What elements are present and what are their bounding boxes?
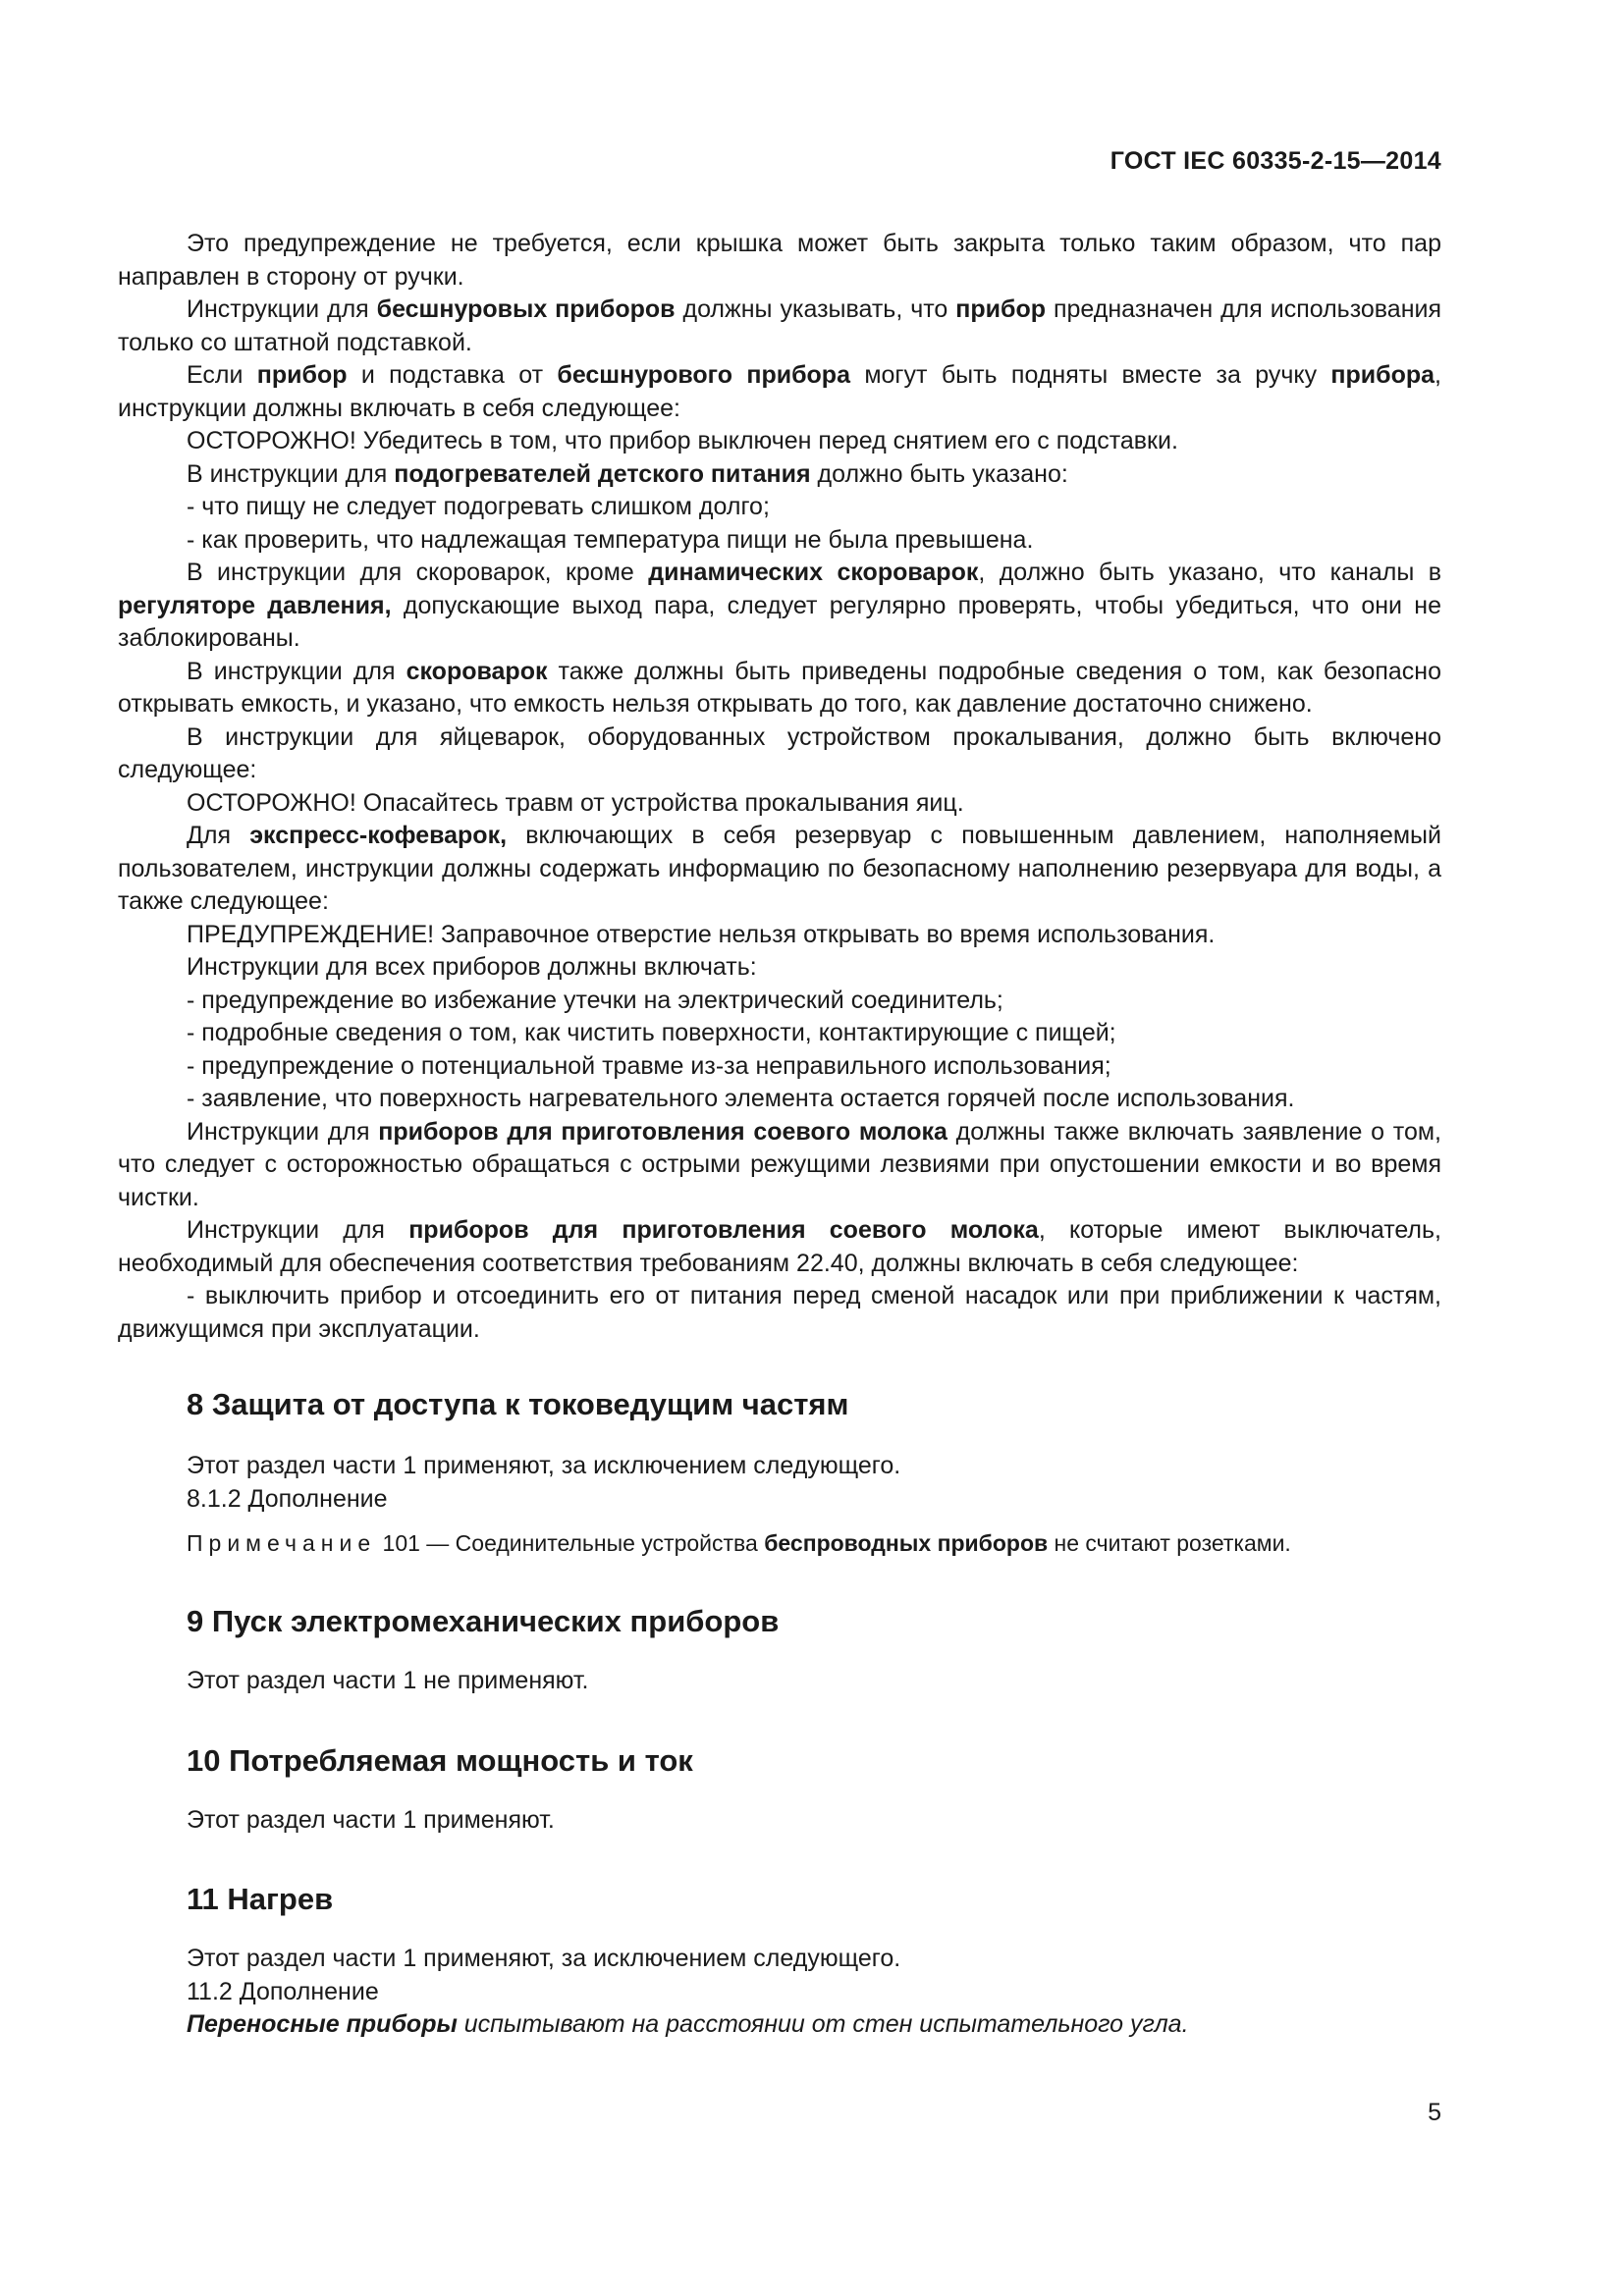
text: ПРЕДУПРЕЖДЕНИЕ! Заправочное отверстие нельзя открывать во время использования. [187, 920, 1216, 948]
text: предназначен для использования только со штатной подставкой. [118, 295, 1441, 356]
paragraph [118, 919, 1441, 952]
paragraph [118, 228, 1441, 294]
term: Переносные приборы [187, 2010, 458, 2038]
paragraph [118, 1943, 1441, 1976]
text: Инструкции для всех приборов должны включать: [187, 953, 757, 981]
paragraph [118, 1116, 1441, 1215]
term: прибора [1330, 361, 1435, 389]
document-body [118, 228, 1441, 2042]
paragraph [118, 1665, 1441, 1698]
paragraph [118, 491, 1441, 524]
note-label: Примечание [187, 1530, 377, 1556]
subclause-title [118, 1483, 1441, 1517]
text: , инструкции должны включать в себя следующее: [118, 361, 1441, 422]
paragraph [118, 1804, 1441, 1838]
term: подогревателей детского питания [394, 459, 811, 488]
paragraph [118, 721, 1441, 787]
text: и подставка от [347, 361, 558, 389]
text: 11.2 Дополнение [187, 1977, 379, 2005]
paragraph [118, 1050, 1441, 1084]
page-number: 5 [1428, 2099, 1441, 2126]
text: - что пищу не следует подогревать слишком долго; [187, 493, 770, 520]
text: - подробные сведения о том, как чистить поверхности, контактирующие с пищей; [187, 1019, 1116, 1046]
paragraph [118, 1214, 1441, 1280]
section-heading-9: 9 Пуск электромеханических приборов [187, 1604, 780, 1638]
text: включающих в себя резервуар с повышенным давлением, наполняемый пользователем, инструкции должны содержать информацию по безопасному наполнению резервуара для воды, а также следующее: [118, 822, 1441, 915]
paragraph [118, 294, 1441, 359]
text: Инструкции для [187, 295, 377, 323]
text: не считают розетками. [1048, 1530, 1291, 1556]
text: - как проверить, что надлежащая температура пищи не была превышена. [187, 525, 1034, 554]
term: беспроводных приборов [764, 1530, 1049, 1556]
paragraph [118, 787, 1441, 821]
term: экспресс-кофеварок, [249, 822, 508, 849]
text: , которые имеют выключатель, необходимый для обеспечения соответствия требованиям 22.40, должны включать в себя следующее: [118, 1216, 1441, 1277]
text: - предупреждение во избежание утечки на электрический соединитель; [187, 986, 1003, 1014]
paragraph [118, 820, 1441, 919]
paragraph [118, 557, 1441, 656]
text: Этот раздел части 1 применяют, за исключением следующего. [187, 1945, 901, 1972]
text: допускающие выход пара, следует регулярно проверять, чтобы убедиться, что они не заблокированы. [118, 591, 1441, 652]
paragraph [118, 951, 1441, 985]
paragraph [118, 359, 1441, 425]
document-header: ГОСТ IEC 60335-2-15—2014 [1110, 147, 1441, 175]
paragraph [118, 458, 1441, 492]
paragraph [118, 1083, 1441, 1116]
paragraph [118, 524, 1441, 558]
text: Этот раздел части 1 не применяют. [187, 1667, 589, 1694]
text: ОСТОРОЖНО! Убедитесь в том, что прибор выключен перед снятием его с подставки. [187, 427, 1178, 454]
text: 101 — Соединительные устройства [376, 1530, 765, 1556]
paragraph [118, 1280, 1441, 1346]
section-heading-11: 11 Нагрев [187, 1882, 334, 1916]
term: приборов для приготовления соевого молока [408, 1216, 1039, 1244]
text: Этот раздел части 1 применяют, за исключением следующего. [187, 1452, 901, 1479]
text: Этот раздел части 1 применяют. [187, 1805, 555, 1834]
text: Для [187, 822, 250, 849]
text: В инструкции для [187, 657, 406, 685]
text: В инструкции для яйцеварок, оборудованных устройством прокалывания, должно быть включено следующее: [118, 722, 1441, 783]
paragraph [118, 425, 1441, 458]
text: - заявление, что поверхность нагревательного элемента остается горячей после использования. [187, 1085, 1295, 1112]
text: должно быть указано: [810, 459, 1068, 488]
term: приборов для приготовления соевого молока [378, 1117, 947, 1146]
text: , должно быть указано, что каналы в [978, 559, 1442, 586]
text: В инструкции для [187, 459, 395, 488]
paragraph [118, 1450, 1441, 1483]
term: динамических скороварок [648, 559, 979, 586]
term: скороварок [406, 657, 548, 685]
text: Если [187, 361, 257, 389]
term: бесшнуровых приборов [376, 295, 676, 323]
term: прибор [955, 295, 1047, 323]
text: испытывают на расстоянии от стен испытательного угла. [457, 2010, 1189, 2038]
text: ОСТОРОЖНО! Опасайтесь травм от устройства прокалывания яиц. [187, 788, 964, 817]
text: Это предупреждение не требуется, если крышка может быть закрыта только таким образом, что пар направлен в сторону от ручки. [118, 230, 1441, 291]
text: 8.1.2 Дополнение [187, 1484, 388, 1513]
text: - предупреждение о потенциальной травме из-за неправильного использования; [187, 1051, 1111, 1080]
text: должны указывать, что [675, 295, 956, 323]
text: В инструкции для скороварок, кроме [187, 559, 649, 586]
text: могут быть подняты вместе за ручку [849, 361, 1331, 389]
text: - выключить прибор и отсоединить его от питания перед сменой насадок или при приближении к частям, движущимся при эксплуатации. [118, 1282, 1441, 1343]
text: должны также включать заявление о том, что следует с осторожностью обращаться с острыми режущими лезвиями при опустошении емкости и во время чистки. [118, 1117, 1442, 1211]
text: Инструкции для [187, 1117, 379, 1146]
paragraph [118, 1017, 1441, 1050]
paragraph [118, 985, 1441, 1018]
term: прибор [256, 361, 348, 389]
text: Инструкции для [187, 1216, 409, 1244]
paragraph [118, 2008, 1441, 2042]
term: бесшнурового прибора [557, 361, 850, 389]
paragraph [118, 656, 1441, 721]
term: регуляторе давления, [118, 591, 392, 619]
text: также должны быть приведены подробные сведения о том, как безопасно открывать емкость, и указано, что емкость нельзя открывать до того, как давление достаточно снижено. [118, 657, 1442, 718]
subclause-title [118, 1976, 1441, 2009]
section-heading-8: 8 Защита от доступа к токоведущим частям [187, 1387, 849, 1421]
section-heading-10: 10 Потребляемая мощность и ток [187, 1742, 693, 1778]
note [118, 1527, 1441, 1559]
